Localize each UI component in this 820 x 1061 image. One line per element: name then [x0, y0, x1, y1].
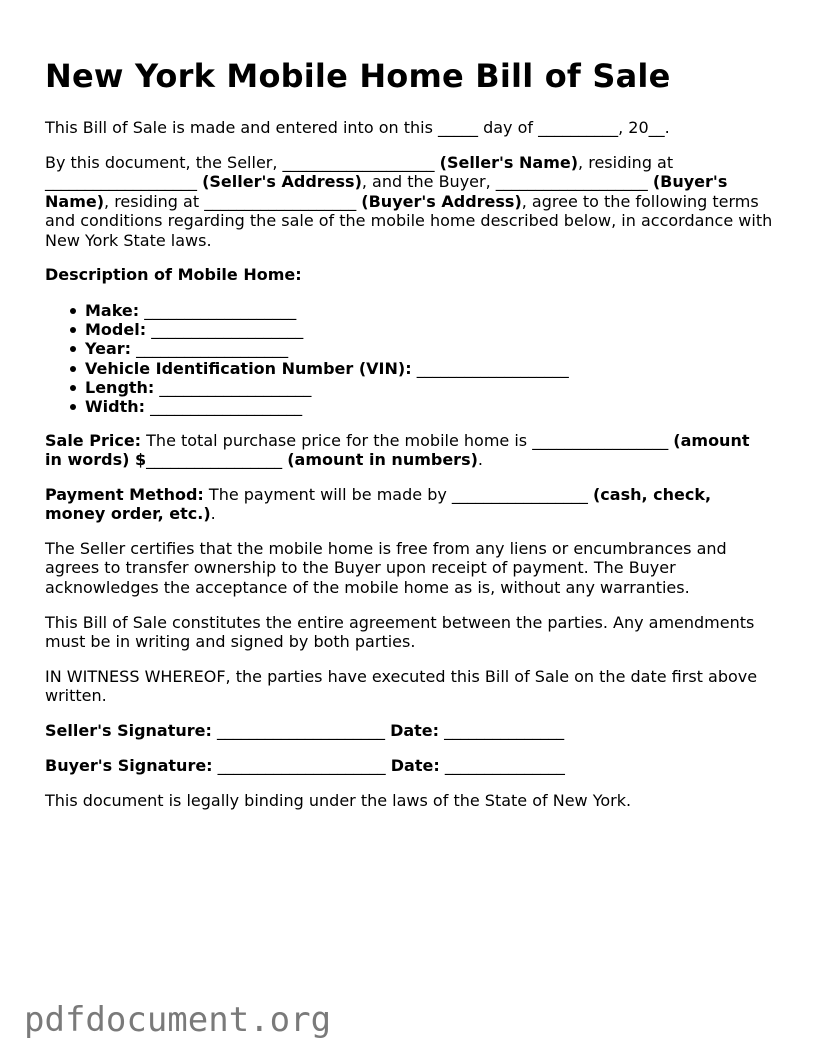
agreement-paragraph: [45, 613, 780, 652]
paragraph-line: must be in writing and signed by both parties.: [45, 632, 416, 652]
spec-label: Model:: [85, 320, 147, 340]
watermark-logo: pdfdocument.org: [24, 1000, 332, 1040]
paragraph-line: The Seller certifies that the mobile home is free from any liens or encumbrances and: [45, 539, 727, 558]
signature-blank: _____________________: [211, 721, 391, 740]
parties-line: New York State laws.: [45, 230, 212, 250]
spec-blank: ___________________: [139, 301, 297, 320]
payment-options-label: (cash, check,: [592, 485, 712, 504]
spec-blank: ___________________: [154, 377, 312, 397]
heading-text: Description of Mobile Home:: [45, 265, 302, 284]
payment-line: [45, 485, 780, 504]
text: By this document, the Seller, ___________________: [45, 153, 440, 172]
amount-label: (amount in numbers): [287, 450, 478, 470]
spec-label: Vehicle Identification Number (VIN):: [85, 358, 412, 378]
buyer-name-field-label: (Buyer's: [652, 172, 728, 192]
paragraph-line: This Bill of Sale constitutes the entire agreement between the parties. Any amendments: [45, 613, 755, 632]
mobile-home-spec-list: [45, 301, 780, 416]
sale-price-line: [45, 450, 780, 469]
text: .: [210, 504, 216, 524]
payment-options-label: money order, etc.): [45, 504, 211, 524]
text: ___________________: [45, 172, 203, 192]
text: , residing at: [578, 153, 674, 172]
list-item-model: [45, 320, 780, 339]
spec-blank: ___________________: [146, 320, 304, 340]
paragraph-line: acknowledges the acceptance of the mobile home as is, without any warranties.: [45, 577, 690, 597]
sale-price-paragraph: [45, 431, 780, 470]
text: The total purchase price for the mobile home is _________________: [141, 431, 674, 450]
spec-blank: ___________________: [411, 358, 569, 378]
text: , and the Buyer, ___________________: [361, 172, 653, 192]
list-item-year: [45, 339, 780, 358]
list-item-vin: [45, 359, 780, 378]
intro-paragraph: This Bill of Sale is made and entered into on this _____ day of __________, 20__.: [45, 118, 670, 137]
parties-paragraph: [45, 153, 780, 250]
buyer-signature-label: Buyer's Signature:: [45, 756, 213, 775]
seller-name-field-label: (Seller's Name): [439, 153, 579, 172]
list-item-width: [45, 397, 780, 416]
text: _________________: [146, 450, 288, 470]
signature-blank: _____________________: [212, 756, 391, 775]
payment-method-label: Payment Method:: [45, 485, 204, 504]
buyer-address-field-label: (Buyer's Address): [361, 191, 522, 211]
spec-label: Year:: [85, 339, 132, 359]
spec-label: Width:: [85, 397, 146, 417]
buyer-signature-line: [45, 756, 780, 775]
payment-line: [45, 504, 780, 523]
list-item-length: [45, 378, 780, 397]
text: , agree to the following terms: [521, 191, 759, 211]
spec-label: Length:: [85, 377, 155, 397]
amount-label: in words) $: [45, 450, 147, 470]
payment-method-paragraph: [45, 485, 780, 524]
parties-line: [45, 172, 780, 191]
paragraph-line: written.: [45, 686, 107, 706]
parties-line: [45, 192, 780, 211]
spec-label: Make:: [85, 301, 140, 320]
spec-blank: ___________________: [131, 339, 289, 359]
date-blank: _______________: [439, 721, 565, 740]
date-label: Date:: [390, 721, 440, 740]
parties-line: and conditions regarding the sale of the mobile home described below, in accordance with: [45, 211, 773, 231]
buyer-name-field-label: Name): [45, 191, 105, 211]
sale-price-line: [45, 431, 780, 450]
sale-price-label: Sale Price:: [45, 431, 142, 450]
paragraph-line: IN WITNESS WHEREOF, the parties have executed this Bill of Sale on the date first above: [45, 667, 758, 686]
text: The payment will be made by _________________: [203, 485, 593, 504]
text: .: [477, 450, 483, 470]
seller-signature-line: [45, 721, 780, 740]
seller-signature-label: Seller's Signature:: [45, 721, 212, 740]
seller-address-field-label: (Seller's Address): [202, 172, 362, 192]
date-blank: _______________: [439, 756, 565, 775]
paragraph-line: agrees to transfer ownership to the Buyer upon receipt of payment. The Buyer: [45, 558, 676, 578]
date-label: Date:: [390, 756, 440, 775]
list-item-make: [45, 301, 780, 320]
parties-line: [45, 153, 780, 172]
closing-statement: This document is legally binding under the laws of the State of New York.: [45, 791, 632, 810]
text: , residing at ___________________: [104, 191, 362, 211]
amount-label: (amount: [673, 431, 750, 450]
certification-paragraph: [45, 539, 780, 597]
spec-blank: ___________________: [145, 397, 303, 417]
description-heading: [45, 265, 780, 284]
witness-paragraph: [45, 667, 780, 706]
page-title: New York Mobile Home Bill of Sale: [45, 57, 671, 95]
